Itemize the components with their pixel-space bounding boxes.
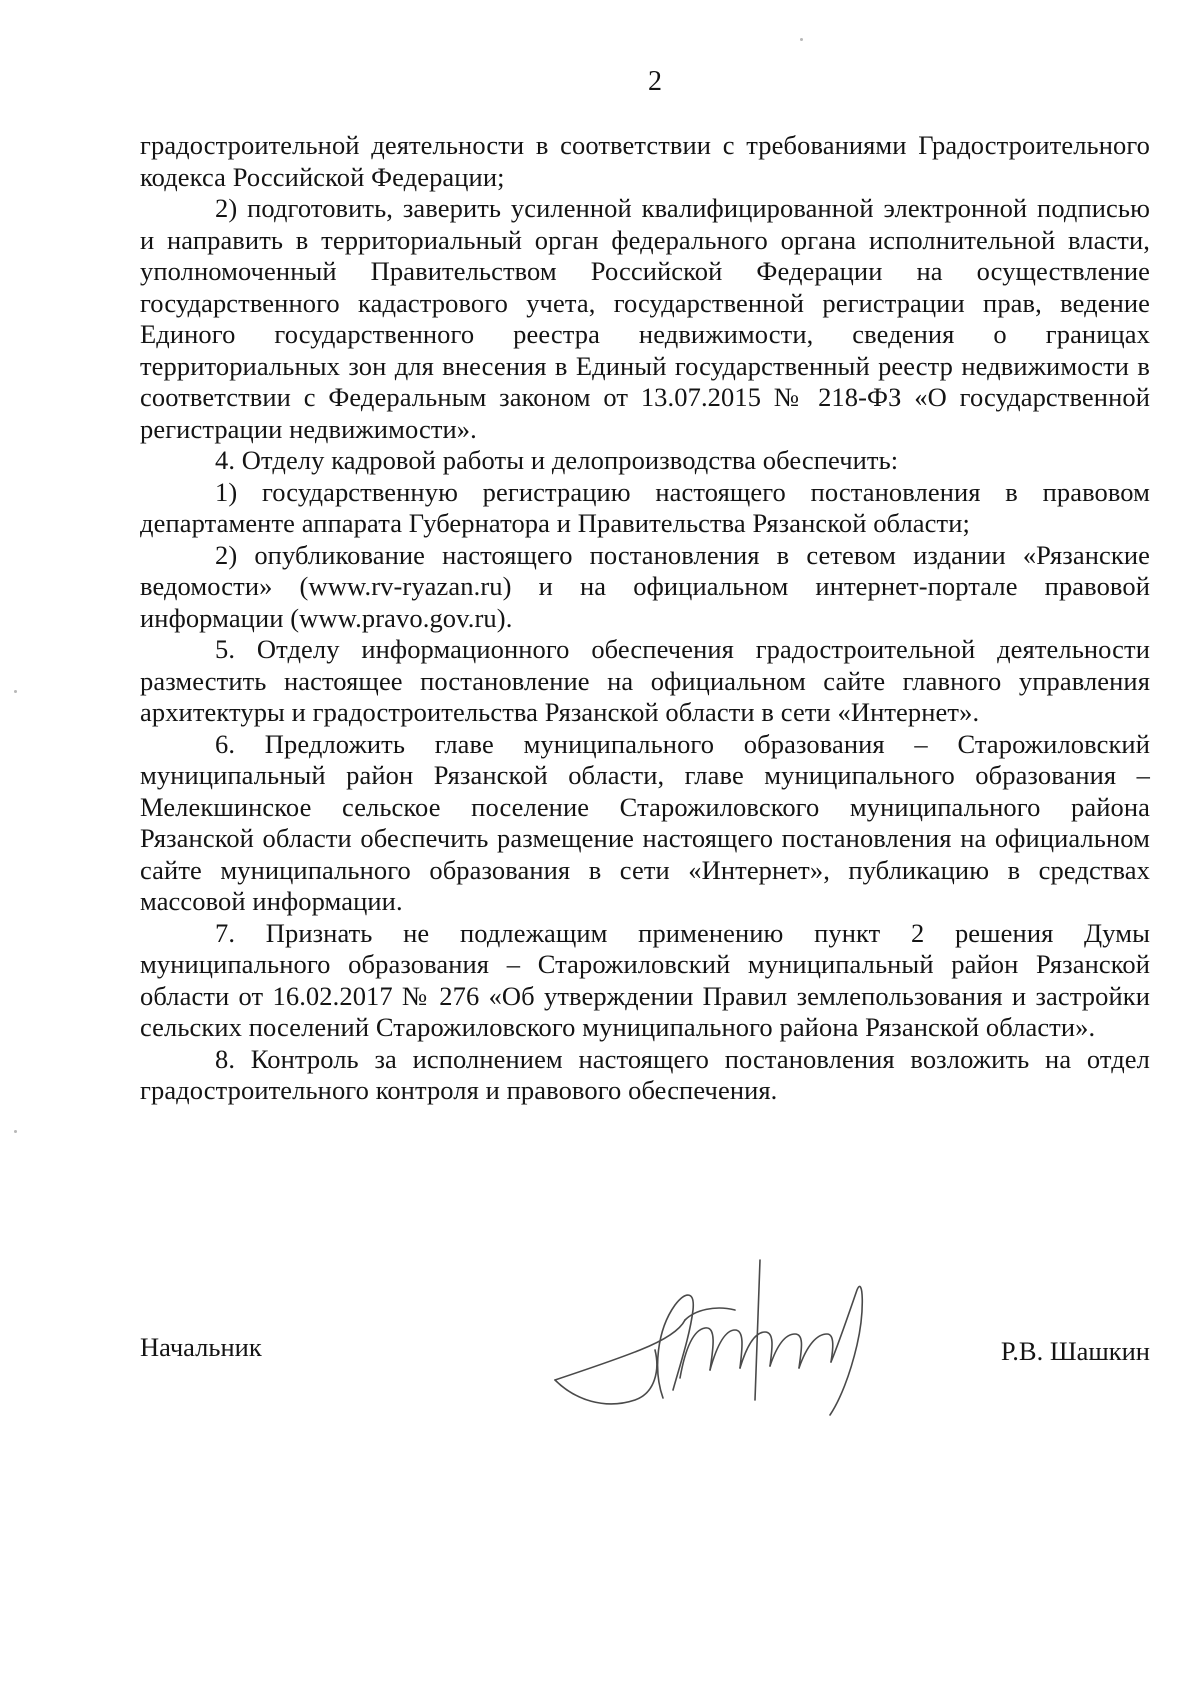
paragraph-item-6: 6. Предложить главе муниципального образования – Старожиловский муниципальный район Рязанской области, главе муниципального образования – Мелекшинское сельское поселение Старожиловского муниципального района Рязанской области обеспечить размещение настоящего постановления на официальном сайте муниципального образования в сети «Интернет», публикацию в средствах массовой информации.: [140, 728, 1150, 916]
scan-speck: [14, 1130, 17, 1133]
paragraph-item-4-1: 1) государственную регистрацию настоящего постановления в правовом департаменте аппарата Губернатора и Правительства Рязанской области;: [140, 476, 1150, 538]
paragraph-item-8: 8. Контроль за исполнением настоящего постановления возложить на отдел градостроительного контроля и правового обеспечения.: [140, 1043, 1150, 1105]
scan-speck: [800, 38, 803, 41]
paragraph-item-5: 5. Отделу информационного обеспечения градостроительной деятельности разместить настоящее постановление на официальном сайте главного управления архитектуры и градостроительства Рязанской области в сети «Интернет».: [140, 634, 1150, 727]
signature-block: [140, 1320, 1150, 1440]
signatory-name: Р.В. Шашкин: [1000, 1336, 1150, 1366]
page-number: 2: [648, 66, 662, 97]
document-body: [140, 130, 1150, 1107]
scan-speck: [14, 690, 17, 693]
paragraph-continued: градостроительной деятельности в соответствии с требованиями Градостроительного кодекса Российской Федерации;: [140, 130, 1150, 192]
paragraph-item-7: 7. Признать не подлежащим применению пункт 2 решения Думы муниципального образования – Старожиловский муниципальный район Рязанской области от 16.02.2017 № 276 «Об утверждении Правил землепользования и застройки сельских поселений Старожиловского муниципального района Рязанской области».: [140, 917, 1150, 1042]
paragraph-item-4-2: 2) опубликование настоящего постановления в сетевом издании «Рязанские ведомости» (www.rv-ryazan.ru) и на официальном интернет-портале правовой информации (www.pravo.gov.ru).: [140, 539, 1150, 633]
paragraph-item-4: 4. Отделу кадровой работы и делопроизводства обеспечить:: [215, 445, 899, 475]
paragraph-item-3-2: 2) подготовить, заверить усиленной квалифицированной электронной подписью и направить в территориальный орган федерального органа исполнительной власти, уполномоченный Правительством Российской Федерации на осуществление государственного кадастрового учета, государственной регистрации прав, ведение Единого государственного реестра недвижимости, сведения о границах территориальных зон для внесения в Единый государственный реестр недвижимости в соответствии с Федеральным законом от 13.07.2015 № 218-ФЗ «О государственной регистрации недвижимости».: [140, 193, 1150, 444]
handwritten-signature: [545, 1250, 885, 1440]
signatory-position: Начальник: [140, 1332, 262, 1362]
